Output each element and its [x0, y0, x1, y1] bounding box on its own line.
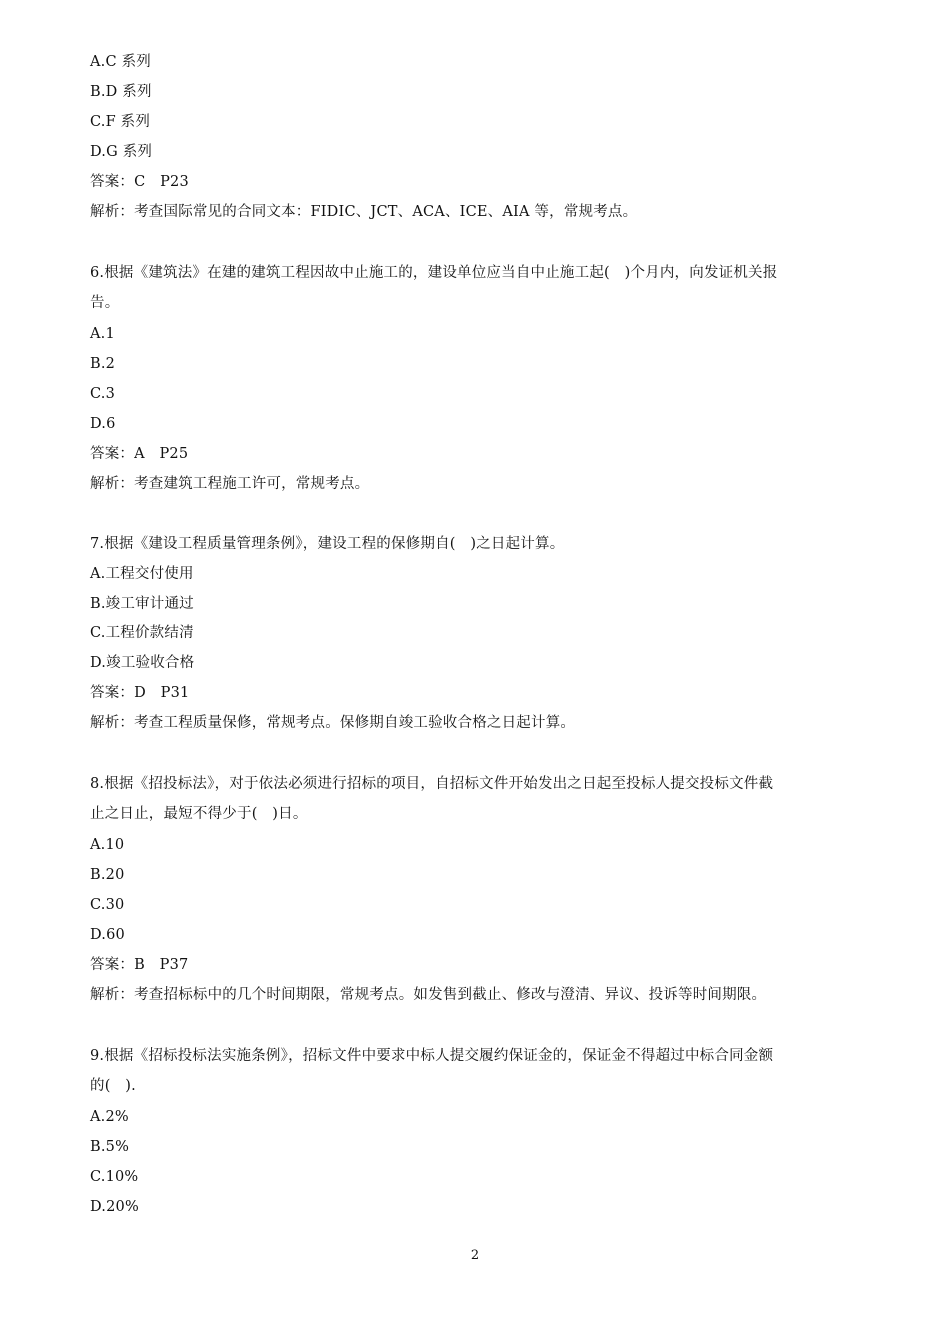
q5-option-a: A.C 系列	[90, 54, 151, 70]
page-number: 2	[470, 1248, 480, 1263]
q8-option-d: D.60	[90, 927, 125, 943]
q7-option-a: A.工程交付使用	[90, 566, 194, 582]
q9-option-a: A.2%	[90, 1109, 129, 1125]
q7-answer: 答案：D P31	[90, 685, 190, 701]
q7-option-c: C.工程价款结清	[90, 625, 194, 641]
q9-option-b: B.5%	[90, 1139, 130, 1155]
q7-option-d: D.竣工验收合格	[90, 655, 195, 671]
q6-answer: 答案：A P25	[90, 446, 189, 462]
q6-stem-line1: 6.根据《建筑法》在建的建筑工程因故中止施工的，建设单位应当自中止施工起( )个月内，向发证机关报	[90, 265, 778, 281]
q5-option-d: D.G 系列	[90, 144, 153, 160]
q7-analysis: 解析：考查工程质量保修，常规考点。保修期自竣工验收合格之日起计算。	[90, 715, 576, 731]
q6-analysis: 解析：考查建筑工程施工许可，常规考点。	[90, 476, 370, 492]
q9-option-d: D.20%	[90, 1199, 139, 1215]
q5-answer: 答案：C P23	[90, 174, 189, 190]
q6-option-d: D.6	[90, 416, 116, 432]
q7-option-b: B.竣工审计通过	[90, 596, 194, 612]
q9-option-c: C.10%	[90, 1169, 139, 1185]
q8-stem-line1: 8.根据《招投标法》，对于依法必须进行招标的项目，自招标文件开始发出之日起至投标人提交投标文件截	[90, 776, 774, 792]
q8-option-a: A.10	[90, 837, 125, 853]
q7-stem-line1: 7.根据《建设工程质量管理条例》，建设工程的保修期自( )之日起计算。	[90, 536, 565, 552]
q5-option-c: C.F 系列	[90, 114, 151, 130]
q5-option-b: B.D 系列	[90, 84, 152, 100]
q8-answer: 答案：B P37	[90, 957, 189, 973]
q6-stem-line2: 告。	[90, 295, 120, 311]
q6-option-a: A.1	[90, 326, 115, 342]
q6-option-c: C.3	[90, 386, 116, 402]
q6-option-b: B.2	[90, 356, 116, 372]
q5-analysis: 解析：考查国际常见的合同文本：FIDIC、JCT、ACA、ICE、AIA 等，常规考点。	[90, 204, 638, 220]
q8-stem-line2: 止之日止，最短不得少于( )日。	[90, 806, 308, 822]
q9-stem-line1: 9.根据《招标投标法实施条例》，招标文件中要求中标人提交履约保证金的，保证金不得超过中标合同金额	[90, 1048, 774, 1064]
q9-stem-line2: 的( ).	[90, 1078, 136, 1094]
q8-option-c: C.30	[90, 897, 125, 913]
q8-option-b: B.20	[90, 867, 125, 883]
q8-analysis: 解析：考查招标标中的几个时间期限，常规考点。如发售到截止、修改与澄清、异议、投诉等时间期限。	[90, 987, 767, 1003]
